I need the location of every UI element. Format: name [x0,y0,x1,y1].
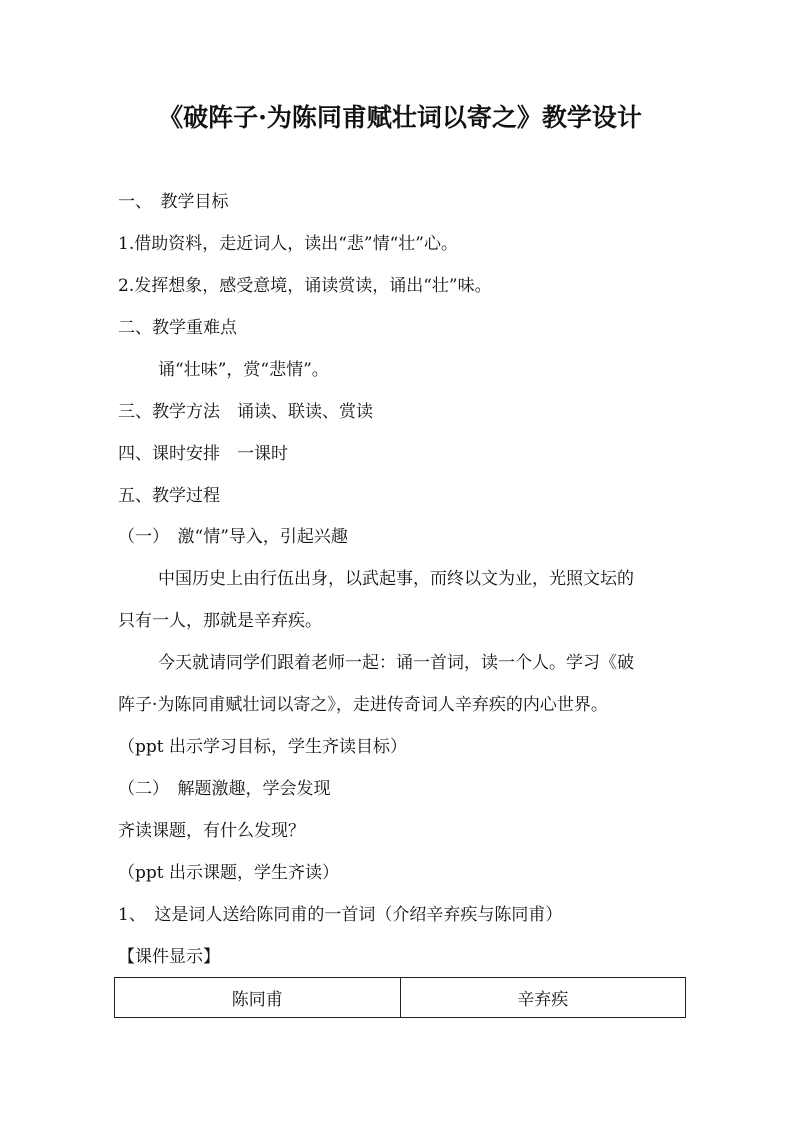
objective-2: 2.发挥想象，感受意境，诵读赏读，诵出“壮”味。 [118,276,492,296]
section-heading-methods: 三、教学方法 诵读、联读、赏读 [118,402,373,422]
section-heading-process: 五、教学过程 [118,486,220,506]
subsection-heading-1: （一） 激“情”导入，引起兴趣 [118,527,348,547]
document-title: 《破阵子·为陈同甫赋壮词以寄之》教学设计 [158,103,642,132]
list-item-1: 1、 这是词人送给陈同甫的一首词（介绍辛弃疾与陈同甫） [118,905,563,925]
comparison-table [114,977,686,1018]
section-heading-key-points: 二、教学重难点 [118,318,237,338]
table-header-xin: 辛弃疾 [400,978,686,1017]
section-heading-schedule: 四、课时安排 一课时 [118,444,288,464]
paragraph-1-line-2: 只有一人，那就是辛弃疾。 [118,611,322,631]
key-points-text: 诵“壮味”，赏“悲情”。 [158,360,329,380]
paragraph-2-line-2: 阵子·为陈同甫赋壮词以寄之》，走进传奇词人辛弃疾的内心世界。 [118,695,608,715]
question-line: 齐读课题，有什么发现？ [118,821,305,841]
subsection-heading-2: （二） 解题激趣，学会发现 [118,779,331,799]
courseware-label: 【课件显示】 [118,947,220,967]
paragraph-2-line-1: 今天就请同学们跟着老师一起：诵一首词，读一个人。学习《破 [158,653,634,673]
paragraph-1-line-1: 中国历史上由行伍出身，以武起事，而终以文为业，光照文坛的 [158,569,634,589]
ppt-note-2: （ppt 出示课题，学生齐读） [118,863,339,883]
table-header-chen: 陈同甫 [231,990,283,1010]
ppt-note-1: （ppt 出示学习目标，学生齐读目标） [118,737,407,757]
objective-1: 1.借助资料，走近词人，读出“悲”情“壮”心。 [118,234,458,254]
section-heading-objectives: 一、 教学目标 [118,192,229,212]
